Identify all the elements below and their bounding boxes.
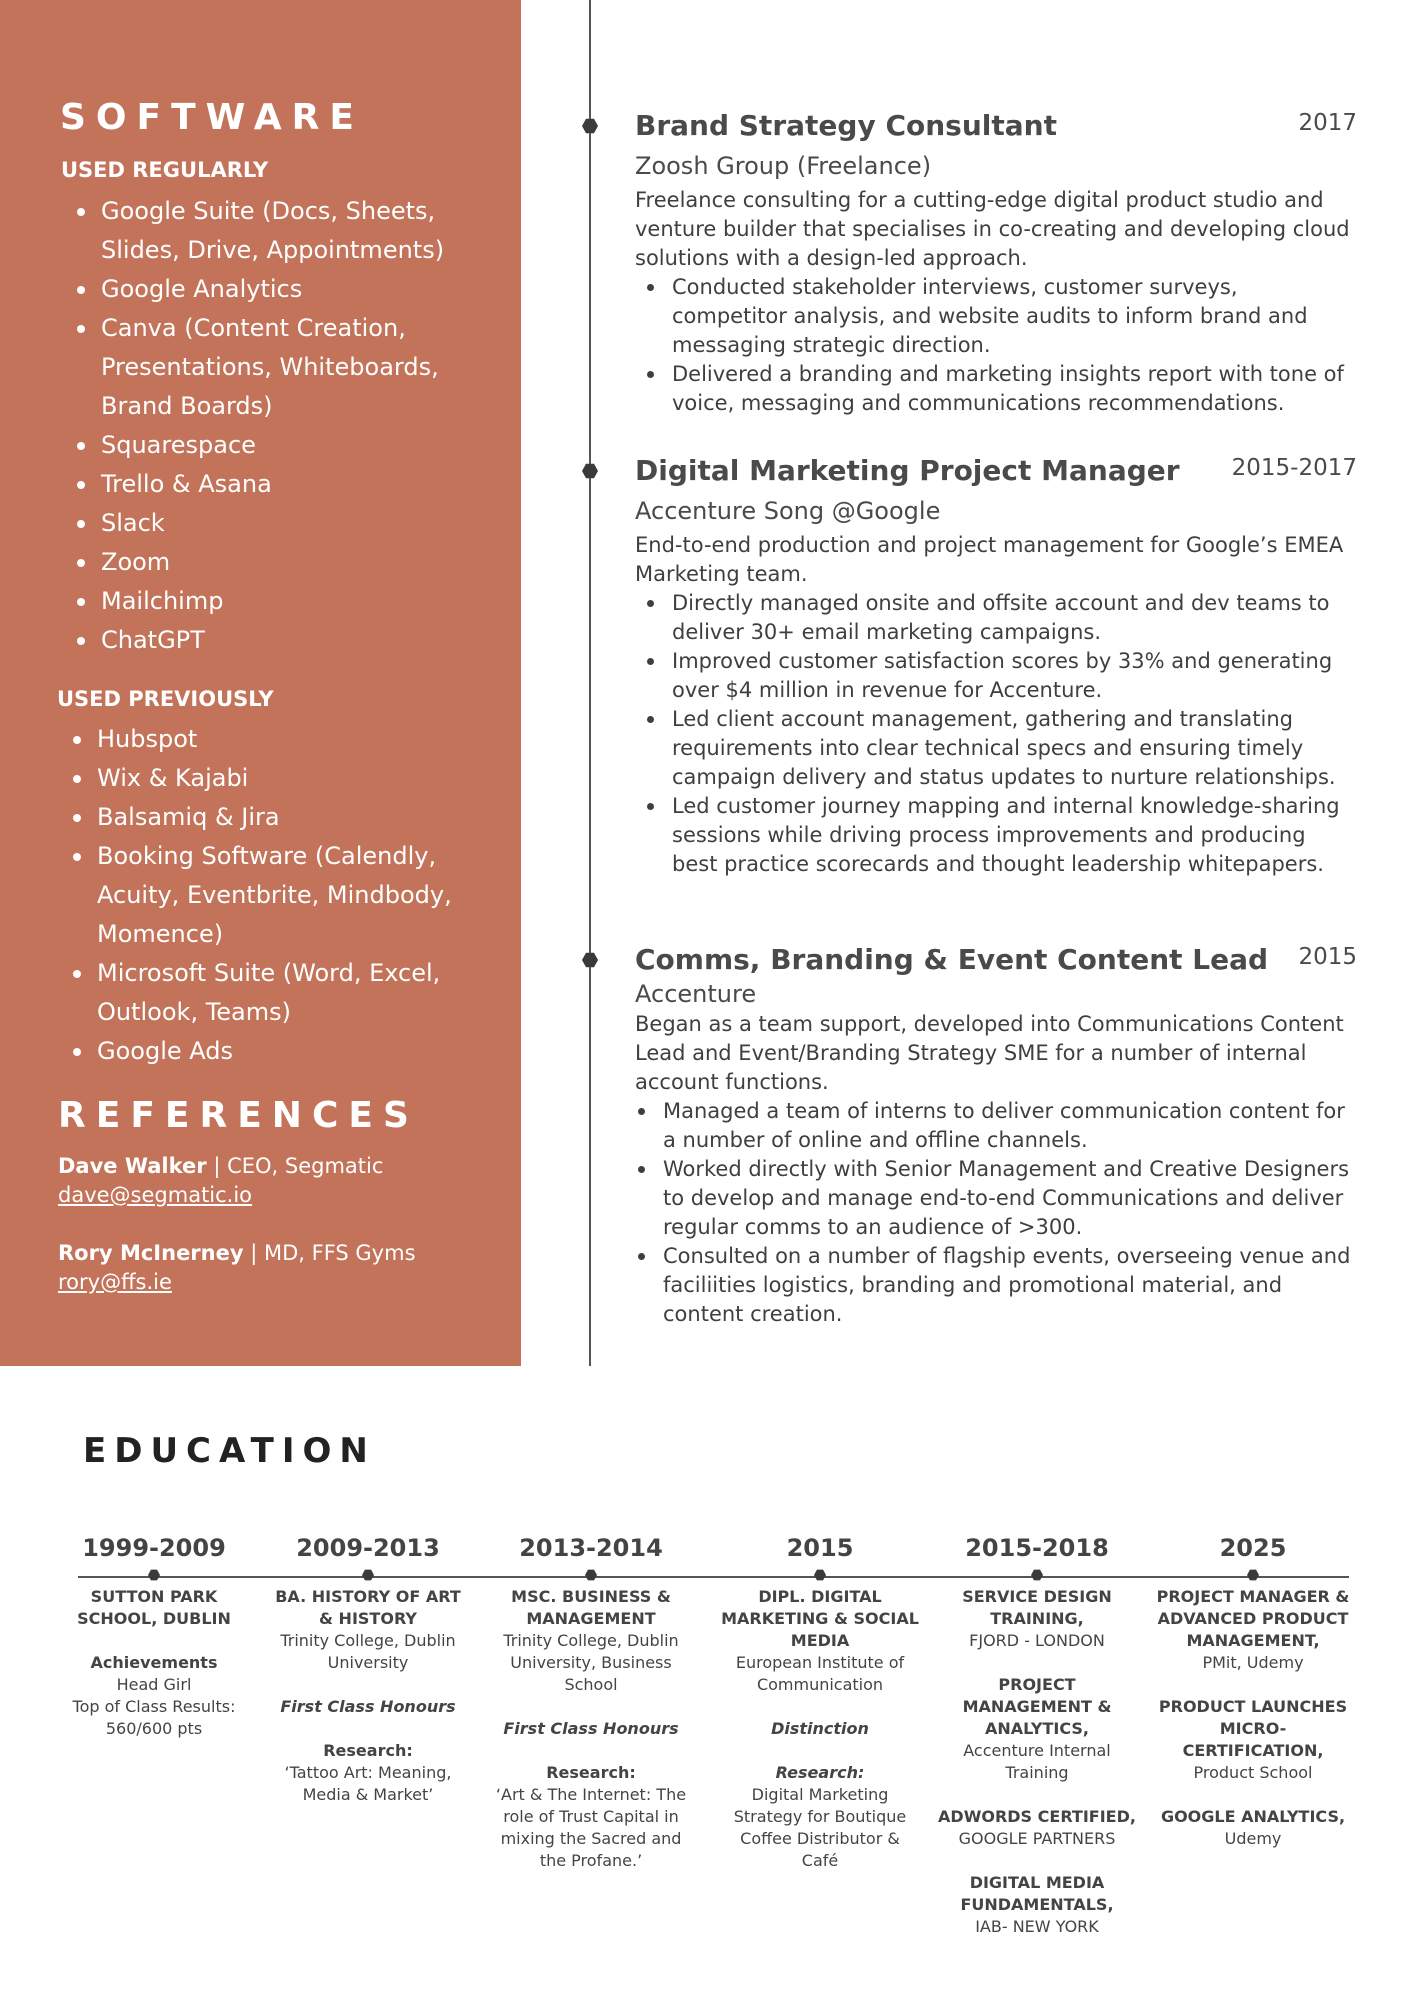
spacer <box>54 1630 254 1652</box>
education-year: 2009-2013 <box>296 1534 440 1562</box>
job-bullet: Worked directly with Senior Management and Creative Designers to develop and manage end-to-end Communications and deliver regular comms to an audience of >300. <box>663 1155 1357 1242</box>
spacer <box>1153 1784 1353 1806</box>
education-detail-heading: GOOGLE ANALYTICS, <box>1160 1807 1346 1826</box>
software-item: Booking Software (Calendly, Acuity, Eventbrite, Mindbody, Momence) <box>73 837 463 954</box>
education-detail-text: PMit, Udemy <box>1202 1653 1304 1672</box>
job-bullets <box>635 1097 1357 1329</box>
education-detail-text: Trinity College, Dublin University <box>280 1631 456 1672</box>
education-detail-heading: Research: <box>323 1741 413 1760</box>
education-detail-text: Trinity College, Dublin University, Business School <box>503 1631 679 1694</box>
education-detail-heading: PROJECT MANAGER & ADVANCED PRODUCT MANAGEMENT, <box>1156 1587 1350 1650</box>
software-item: Google Suite (Docs, Sheets, Slides, Drive, Appointments) <box>77 192 457 270</box>
education-detail-heading: First Class Honours <box>280 1697 456 1716</box>
job-title: Digital Marketing Project Manager <box>635 454 1180 487</box>
job-company: Accenture <box>635 980 757 1008</box>
reference-rory-mcinerney <box>58 1239 416 1297</box>
job-title: Brand Strategy Consultant <box>635 109 1057 142</box>
education-detail-text: Udemy <box>1224 1829 1282 1848</box>
education-detail-heading: Achievements <box>90 1653 218 1672</box>
education-year: 2015-2018 <box>965 1534 1109 1562</box>
job-description: Freelance consulting for a cutting-edge digital product studio and venture builder that specialises in co-creating and developing cloud solutions with a design-led approach. <box>635 188 1350 270</box>
education-detail-text: European Institute of Communication <box>735 1653 905 1694</box>
education-detail-heading: SERVICE DESIGN TRAINING, <box>962 1587 1112 1628</box>
education-detail-heading: Research: <box>775 1763 865 1782</box>
spacer <box>720 1740 920 1762</box>
job-comms-branding-event-content-lead <box>635 942 1357 1329</box>
education-detail-text: Top of Class Results: 560/600 pts <box>72 1697 236 1738</box>
job-bullet: Consulted on a number of flagship events, overseeing venue and faciliities logistics, branding and promotional material, and content creation. <box>663 1242 1357 1329</box>
job-company: Accenture Song @Google <box>635 497 941 525</box>
job-date: 2015 <box>1298 944 1357 970</box>
education-details <box>268 1576 468 1806</box>
job-date: 2017 <box>1298 110 1357 136</box>
timeline-marker <box>582 952 598 968</box>
software-item: Squarespace <box>77 426 457 465</box>
education-detail-heading: PRODUCT LAUNCHES MICRO-CERTIFICATION, <box>1158 1697 1348 1760</box>
spacer <box>491 1696 691 1718</box>
education-entry <box>268 1532 468 1806</box>
education-detail-heading: First Class Honours <box>503 1719 679 1738</box>
job-bullet: Led customer journey mapping and internal knowledge-sharing sessions while driving process improvements and producing best practice scorecards and thought leadership whitepapers. <box>672 792 1357 879</box>
education-detail-heading: DIGITAL MEDIA FUNDAMENTALS, <box>960 1873 1114 1914</box>
education-year: 1999-2009 <box>82 1534 226 1562</box>
software-item: ChatGPT <box>77 621 457 660</box>
job-bullet: Led client account management, gathering and translating requirements into clear technical specs and ensuring timely campaign delivery and status updates to nurture relationships. <box>672 705 1357 792</box>
education-detail-text: ‘Art & The Internet: The role of Trust Capital in mixing the Sacred and the Profane.’ <box>495 1785 687 1870</box>
job-company: Zoosh Group (Freelance) <box>635 152 932 180</box>
education-detail-text: FJORD - LONDON <box>969 1631 1105 1650</box>
timeline-marker <box>582 463 598 479</box>
education-detail-text: ‘Tattoo Art: Meaning, Media & Market’ <box>284 1763 452 1804</box>
education-entry <box>720 1532 920 1872</box>
education-detail-text: GOOGLE PARTNERS <box>958 1829 1116 1848</box>
education-detail-text: Digital Marketing Strategy for Boutique Coffee Distributor & Café <box>733 1785 907 1870</box>
software-item: Trello & Asana <box>77 465 457 504</box>
reference-role: | CEO, Segmatic <box>206 1154 384 1178</box>
spacer <box>937 1850 1137 1872</box>
spacer <box>268 1674 468 1696</box>
education-detail-text: IAB- NEW YORK <box>975 1917 1099 1936</box>
software-heading: SOFTWARE <box>60 97 364 138</box>
job-description: End-to-end production and project management for Google’s EMEA Marketing team. <box>635 533 1344 586</box>
job-bullet: Managed a team of interns to deliver communication content for a number of online and offline channels. <box>663 1097 1357 1155</box>
education-detail-heading: Research: <box>546 1763 636 1782</box>
software-item: Wix & Kajabi <box>73 759 463 798</box>
spacer <box>1153 1674 1353 1696</box>
education-details <box>937 1576 1137 1938</box>
software-item: Canva (Content Creation, Presentations, Whiteboards, Brand Boards) <box>77 309 457 426</box>
software-item: Balsamiq & Jira <box>73 798 463 837</box>
reference-name: Dave Walker <box>58 1154 207 1178</box>
education-detail-heading: BA. HISTORY OF ART & HISTORY <box>275 1587 461 1628</box>
education-detail-text: Head Girl <box>116 1675 192 1694</box>
education-entry <box>937 1532 1137 1938</box>
job-brand-strategy-consultant <box>635 108 1357 418</box>
education-year: 2015 <box>786 1534 854 1562</box>
job-digital-marketing-project-manager <box>635 453 1357 879</box>
job-description: Began as a team support, developed into Communications Content Lead and Event/Branding Strategy SME for a number of internal account functions. <box>635 1012 1344 1094</box>
spacer <box>268 1718 468 1740</box>
reference-email-link[interactable]: dave@segmatic.io <box>58 1183 253 1207</box>
job-bullet: Delivered a branding and marketing insights report with tone of voice, messaging and communications recommendations. <box>672 360 1357 418</box>
education-entry <box>491 1532 691 1872</box>
education-details <box>491 1576 691 1872</box>
education-detail-heading: MSC. BUSINESS & MANAGEMENT <box>511 1587 671 1628</box>
sidebar <box>0 0 521 1366</box>
reference-dave-walker <box>58 1152 383 1210</box>
job-date: 2015-2017 <box>1231 455 1357 481</box>
job-bullets <box>635 589 1357 879</box>
education-detail-heading: Distinction <box>771 1719 869 1738</box>
used-regularly-list <box>77 192 457 660</box>
education-entry <box>54 1532 254 1740</box>
job-bullet: Conducted stakeholder interviews, customer surveys, competitor analysis, and website audits to inform brand and messaging strategic direction. <box>672 273 1357 360</box>
timeline-marker <box>582 118 598 134</box>
education-detail-heading: ADWORDS CERTIFIED, <box>938 1807 1136 1826</box>
education-detail-heading: SUTTON PARK SCHOOL, DUBLIN <box>77 1587 231 1628</box>
spacer <box>491 1740 691 1762</box>
reference-role: | MD, FFS Gyms <box>243 1241 416 1265</box>
job-bullet: Improved customer satisfaction scores by 33% and generating over $4 million in revenue for Accenture. <box>672 647 1357 705</box>
spacer <box>720 1696 920 1718</box>
education-heading: EDUCATION <box>83 1431 376 1471</box>
spacer <box>937 1784 1137 1806</box>
references-heading: REFERENCES <box>58 1095 419 1136</box>
software-item: Mailchimp <box>77 582 457 621</box>
education-year: 2025 <box>1219 1534 1287 1562</box>
software-item: Microsoft Suite (Word, Excel, Outlook, Teams) <box>73 954 463 1032</box>
software-item: Google Ads <box>73 1032 463 1071</box>
education-entry <box>1153 1532 1353 1850</box>
job-bullets <box>635 273 1357 418</box>
education-details <box>720 1576 920 1872</box>
education-detail-text: Product School <box>1193 1763 1313 1782</box>
used-previously-list <box>73 720 463 1071</box>
software-item: Slack <box>77 504 457 543</box>
used-previously-heading: USED PREVIOUSLY <box>57 687 274 711</box>
job-bullet: Directly managed onsite and offsite account and dev teams to deliver 30+ email marketing campaigns. <box>672 589 1357 647</box>
education-detail-heading: DIPL. DIGITAL MARKETING & SOCIAL MEDIA <box>721 1587 919 1650</box>
education-detail-heading: PROJECT MANAGEMENT & ANALYTICS, <box>962 1675 1112 1738</box>
education-detail-text: Accenture Internal Training <box>963 1741 1111 1782</box>
education-details <box>54 1576 254 1740</box>
software-item: Google Analytics <box>77 270 457 309</box>
software-item: Zoom <box>77 543 457 582</box>
reference-email-link[interactable]: rory@ffs.ie <box>58 1270 172 1294</box>
reference-name: Rory McInerney <box>58 1241 244 1265</box>
education-details <box>1153 1576 1353 1850</box>
experience-timeline-line <box>589 0 591 1366</box>
software-item: Hubspot <box>73 720 463 759</box>
job-title: Comms, Branding & Event Content Lead <box>635 943 1269 976</box>
education-year: 2013-2014 <box>519 1534 663 1562</box>
spacer <box>937 1652 1137 1674</box>
used-regularly-heading: USED REGULARLY <box>61 158 269 182</box>
